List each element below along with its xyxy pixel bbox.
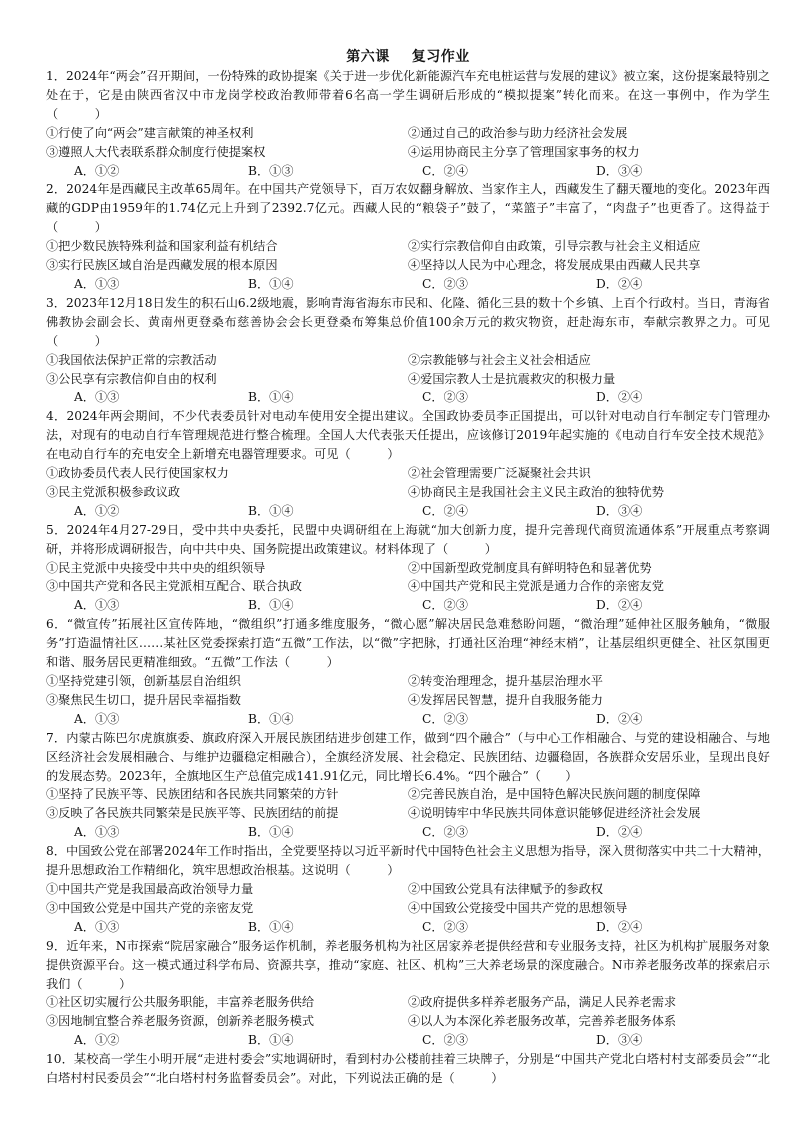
answer-choices	[46, 710, 770, 729]
answer-choice[interactable]: B．①④	[248, 711, 294, 726]
answer-choice[interactable]: B．①④	[248, 825, 294, 840]
answer-choices	[46, 275, 770, 294]
answer-choice[interactable]: D．②④	[596, 711, 643, 726]
answer-choice[interactable]: C．②③	[422, 919, 468, 934]
answer-choice[interactable]: B．①③	[248, 163, 294, 178]
option-item: ②完善民族自治，是中国特色解决民族问题的制度保障	[408, 787, 701, 802]
option-item: ③聚焦民生切口，提升居民幸福指数	[46, 692, 241, 707]
answer-choices	[46, 388, 770, 407]
answer-choices	[46, 502, 770, 521]
question-5	[46, 521, 770, 616]
question-1	[46, 67, 770, 180]
question-list	[46, 67, 770, 1088]
option-item: ④爱国宗教人士是抗震救灾的积极力量	[408, 371, 616, 386]
question-9	[46, 937, 770, 1050]
option-item: ③民主党派积极参政议政	[46, 484, 181, 499]
option-item: ④中国共产党和民主党派是通力合作的亲密友党	[408, 579, 664, 594]
option-item: ①坚持党建引领，创新基层自治组织	[46, 674, 241, 688]
option-row	[46, 464, 770, 483]
option-item: ②中国新型政党制度具有鲜明特色和显著优势	[408, 560, 652, 575]
question-8	[46, 842, 770, 937]
answer-choice[interactable]: B．①④	[248, 390, 294, 405]
question-3	[46, 294, 770, 407]
option-item: ③公民享有宗教信仰自由的权利	[46, 371, 217, 386]
question-stem: 8．中国致公党在部署2024年工作时指出，全党要坚持以习近平新时代中国特色社会主义思想为指导，深入贯彻落实中共二十大精神，提升思想政治工作精细化，筑牢思想政治根基。这说明（ ）	[46, 844, 770, 878]
question-2	[46, 180, 770, 293]
option-item: ③因地制宜整合养老服务资源，创新养老服务模式	[46, 1014, 315, 1029]
option-item: ③实行民族区域自治是西藏发展的根本原因	[46, 258, 278, 273]
option-row	[46, 559, 770, 578]
question-stem: 1．2024年“两会”召开期间，一份特殊的政协提案《关于进一步优化新能源汽车充电桩运营与发展的建议》被立案，这份提案最特别之处在于，它是由陕西省汉中市龙岗学校政治教师带着6名高一学生调研后形成的“模拟提案”转化而来。在这一事例中，作为学生（ ）	[46, 69, 770, 121]
option-row	[46, 351, 770, 370]
option-row	[46, 899, 770, 918]
option-row	[46, 691, 770, 710]
question-stem: 10．某校高一学生小明开展“走进村委会”实地调研时，看到村办公楼前挂着三块牌子，分别是“中国共产党北白塔村村支部委员会”“北白塔村村民委员会”“北白塔村村务监督委员会”。对此，下列说法正确的是（ ）	[46, 1052, 770, 1086]
worksheet-page	[46, 48, 770, 1088]
answer-choice[interactable]: A．①③	[74, 825, 120, 840]
option-item: ④以人为本深化养老服务改革，完善养老服务体系	[408, 1014, 677, 1029]
answer-choice[interactable]: D．②④	[596, 919, 643, 934]
option-item: ①行使了向“两会”建言献策的神圣权利	[46, 125, 254, 140]
option-item: ①中国共产党是我国最高政治领导力量	[46, 881, 254, 896]
answer-choice[interactable]: A．①③	[74, 276, 120, 291]
answer-choice[interactable]: D．③④	[596, 163, 643, 178]
answer-choice[interactable]: B．①④	[248, 919, 294, 934]
answer-choices	[46, 1031, 770, 1050]
option-row	[46, 785, 770, 804]
option-row	[46, 483, 770, 502]
question-10	[46, 1050, 770, 1088]
title-lesson: 第六课	[346, 49, 390, 65]
answer-choice[interactable]: C．②③	[422, 598, 468, 613]
option-item: ③中国致公党是中国共产党的亲密友党	[46, 900, 254, 915]
question-stem: 4．2024年两会期间，不少代表委员针对电动车使用安全提出建议。全国政协委员李正国提出，可以针对电动自行车制定专门管理办法，对现有的电动自行车管理规范进行整合梳理。全国人大代表张天任提出，应该修订2019年起实施的《电动自行车安全技术规范》在电动自行车的充电安全上新增充电器管理要求。可见（ ）	[46, 409, 770, 462]
question-stem: 7．内蒙古陈巴尔虎旗旗委、旗政府深入开展民族团结进步创建工作，做到“四个融合”（与中心工作相融合、与党的建设相融合、与地区经济社会发展相融合、与维护边疆稳定相融合），全旗经济发展、社会稳定、民族团结、边疆稳固，各族群众安居乐业，呈现出良好的发展态势。2023年，全旗地区生产总值完成141.91亿元，同比增长6.4%。“四个融合”（ ）	[46, 730, 770, 783]
answer-choice[interactable]: C．②③	[422, 1033, 468, 1048]
option-item: ①我国依法保护正常的宗教活动	[46, 352, 217, 367]
option-item: ④运用协商民主分享了管理国家事务的权力	[408, 144, 640, 159]
option-row	[46, 880, 770, 899]
option-item: ④发挥居民智慧，提升自我服务能力	[408, 692, 603, 707]
answer-choice[interactable]: C．②④	[422, 163, 468, 178]
option-item: ③中国共产党和各民主党派相互配合、联合执政	[46, 579, 302, 594]
question-stem: 9．近年来，N市探索“院居家融合”服务运作机制，养老服务机构为社区居家养老提供经营和专业服务支持，社区为机构扩展服务对象提供资源平台。这一模式通过科学布局、资源共享，推动“家庭、社区、机构”三大养老场景的深度融合。N市养老服务改革的探索启示我们（ ）	[46, 938, 770, 991]
option-item: ①政协委员代表人民行使国家权力	[46, 466, 229, 481]
option-row	[46, 672, 770, 691]
answer-choice[interactable]: C．②③	[422, 276, 468, 291]
answer-choice[interactable]: C．②③	[422, 711, 468, 726]
option-item: ④坚持以人民为中心理念，将发展成果由西藏人民共享	[408, 258, 701, 273]
answer-choice[interactable]: D．②④	[596, 276, 643, 291]
option-row	[46, 124, 770, 143]
option-item: ②中国致公党具有法律赋予的参政权	[408, 881, 603, 896]
option-item: ②转变治理理念，提升基层治理水平	[408, 674, 603, 688]
answer-choice[interactable]: B．①④	[248, 1033, 294, 1048]
answer-choices	[46, 823, 770, 842]
answer-choice[interactable]: A．①②	[74, 163, 120, 178]
answer-choice[interactable]: D．③④	[596, 1033, 643, 1048]
answer-choice[interactable]: B．①④	[248, 503, 294, 518]
option-item: ①坚持了民族平等、民族团结和各民族共同繁荣的方针	[46, 787, 339, 802]
option-item: ②宗教能够与社会主义社会相适应	[408, 352, 591, 367]
question-6	[46, 615, 770, 728]
answer-choice[interactable]: A．①③	[74, 919, 120, 934]
question-4	[46, 407, 770, 520]
option-item: ③遵照人大代表联系群众制度行使提案权	[46, 144, 266, 159]
answer-choice[interactable]: A．①②	[74, 1033, 120, 1048]
answer-choice[interactable]: C．②③	[422, 390, 468, 405]
option-row	[46, 237, 770, 256]
answer-choice[interactable]: A．①③	[74, 598, 120, 613]
answer-choice[interactable]: D．②④	[596, 825, 643, 840]
answer-choice[interactable]: C．②③	[422, 825, 468, 840]
option-item: ④说明铸牢中华民族共同体意识能够促进经济社会发展	[408, 806, 701, 821]
option-item: ①民主党派中央接受中共中央的组织领导	[46, 560, 266, 575]
option-item: ②实行宗教信仰自由政策，引导宗教与社会主义相适应	[408, 239, 701, 254]
option-row	[46, 143, 770, 162]
page-title	[46, 48, 770, 66]
title-homework: 复习作业	[411, 49, 470, 65]
option-row	[46, 370, 770, 389]
answer-choice[interactable]: B．①④	[248, 276, 294, 291]
option-row	[46, 993, 770, 1012]
option-item: ③反映了各民族共同繁荣是民族平等、民族团结的前提	[46, 806, 339, 821]
question-stem: 2．2024年是西藏民主改革65周年。在中国共产党领导下，百万农奴翻身解放、当家作主人，西藏发生了翻天覆地的变化。2023年西藏的GDP由1959年的1.74亿元上升到了2392.7亿元。西藏人民的“粮袋子”鼓了，“菜篮子”丰富了，“肉盘子”也更香了。这得益于（ ）	[46, 182, 770, 235]
answer-choices	[46, 596, 770, 615]
answer-choice[interactable]: C．②④	[422, 503, 468, 518]
answer-choice[interactable]: A．①③	[74, 711, 120, 726]
option-item: ②通过自己的政治参与助力经济社会发展	[408, 125, 628, 140]
option-item: ④协商民主是我国社会主义民主政治的独特优势	[408, 484, 664, 499]
option-item: ②社会管理需要广泛凝聚社会共识	[408, 466, 591, 481]
question-stem: 5．2024年4月27-29日，受中共中央委托，民盟中央调研组在上海就“加大创新力度，提升完善现代商贸流通体系”开展重点考察调研，并将形成调研报告，向中共中央、国务院提出政策建议。材料体现了（ ）	[46, 522, 770, 556]
option-row	[46, 804, 770, 823]
question-stem: 3．2023年12月18日发生的积石山6.2级地震，影响青海省海东市民和、化隆、循化三县的数十个乡镇、上百个行政村。当日，青海省佛教协会副会长、黄南州更登桑布慈善协会会长更登桑布筹集总价值100余万元的救灾物资，赶赴海东市，奉献宗教界之力。可见（ ）	[46, 295, 770, 348]
answer-choice[interactable]: D．③④	[596, 503, 643, 518]
question-7	[46, 729, 770, 842]
option-item: ④中国致公党接受中国共产党的思想领导	[408, 900, 628, 915]
option-row	[46, 577, 770, 596]
option-row	[46, 256, 770, 275]
option-item: ①把少数民族特殊利益和国家利益有机结合	[46, 239, 278, 254]
answer-choice[interactable]: A．①③	[74, 390, 120, 405]
answer-choice[interactable]: B．①④	[248, 598, 294, 613]
answer-choice[interactable]: D．②④	[596, 598, 643, 613]
option-item: ②政府提供多样养老服务产品，满足人民养老需求	[408, 995, 677, 1010]
answer-choice[interactable]: D．②④	[596, 390, 643, 405]
answer-choice[interactable]: A．①②	[74, 503, 120, 518]
question-stem: 6．“微宣传”拓展社区宣传阵地，“微组织”打通多维度服务，“微心愿”解决居民急难愁盼问题，“微治理”延伸社区服务触角，“微服务”打造温情社区……某社区党委探索打造“五微”工作法，以“微”字把脉，打通社区治理“神经末梢”，让基层组织更健全、社区氛围更和谐、服务居民更精准细致。“五微”工作法（ ）	[46, 617, 770, 670]
option-row	[46, 1012, 770, 1031]
answer-choices	[46, 162, 770, 181]
option-item: ①社区切实履行公共服务职能，丰富养老服务供给	[46, 995, 315, 1010]
answer-choices	[46, 918, 770, 937]
